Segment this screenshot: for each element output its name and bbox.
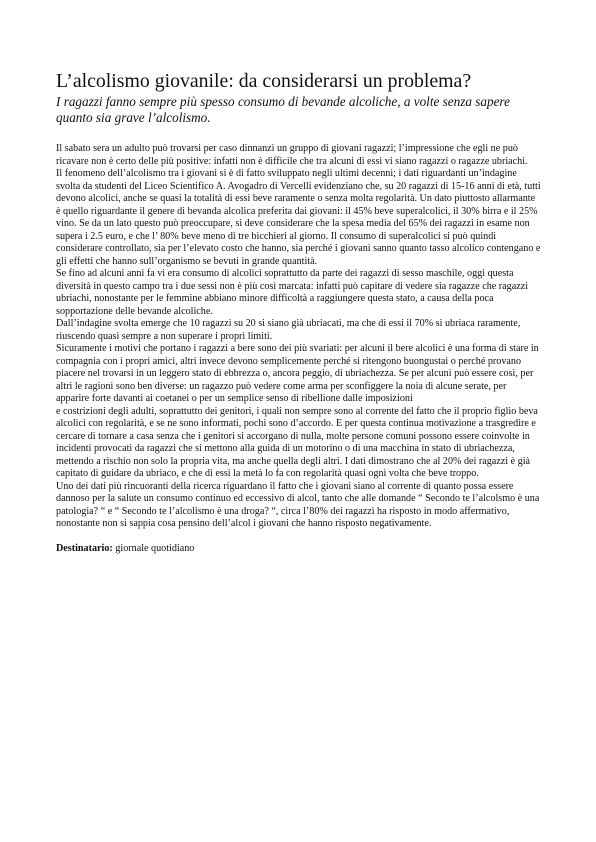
recipient-label: Destinatario: bbox=[56, 542, 113, 554]
article-subtitle: I ragazzi fanno sempre più spesso consumo di bevande alcoliche, a volte senza sapere quanto sia grave l’alcolismo. bbox=[56, 94, 510, 125]
article-body bbox=[56, 143, 542, 555]
section-spacer bbox=[56, 531, 542, 543]
paragraph-risks: e costrizioni degli adulti, soprattutto dei genitori, i quali non sempre sono al corrente del fatto che il proprio figlio beva alcolici con regolarità, e se ne sono informati, pochi sono d’accordo. E per questa continua motivazione a trasgredire e cercare di tornare a casa senza che i genitori si accorgano di nulla, molte persone comuni possono essere coinvolte in incidenti provocati da ragazzi che si mettono alla guida di un motorino o di una macchina in stato di ubriachezza, mettendo a rischio non solo la propria vita, ma anche quella degli altri. I dati dimostrano che al 20% dei ragazzi è già capitato di guidare da ubriaco, e che di essi la metà lo fa con regolarità quasi ogni volta che beve troppo. bbox=[56, 405, 538, 479]
article-title: L’alcolismo giovanile: da considerarsi un problema? bbox=[56, 70, 472, 92]
paragraph-drunkenness: Dall’indagine svolta emerge che 10 ragazzi su 20 si siano già ubriacati, ma che di essi il 70% si ubriaca raramente, riuscendo quasi sempre a non superare i propri limiti. bbox=[56, 318, 521, 342]
paragraph-awareness: Uno dei dati più rincuoranti della ricerca riguardano il fatto che i giovani siano al corrente di quanto possa essere dannoso per la salute un consumo continuo ed eccessivo di alcol, tanto che alle domande “ Secondo te l’alcolsmo è una patologia? “ e “ Secondo te l’alcolismo è una droga? “, circa l’80% dei ragazzi ha risposto in modo affermativo, nonostante non si sappia cosa pensino dell’alcol i giovani che hanno risposto negativamente. bbox=[56, 480, 540, 529]
paragraph-gender: Se fino ad alcuni anni fa vi era consumo di alcolici soprattutto da parte dei ragazzi di sesso maschile, oggi questa diversità in questo campo tra i due sessi non è più così marcata: infatti può capitare di vedere sia ragazze che ragazzi ubriachi, nonostante per le femmine abbiano minore difficoltà a raggiungere questa stato, a causa della poca sopportazione delle bevande alcoliche. bbox=[56, 268, 529, 317]
paragraph-motives: Sicuramente i motivi che portano i ragazzi a bere sono dei più svariati: per alcuni il bere alcolici è una forma di stare in compagnia con i propri amici, altri invece devono semplicemente perché si ritengono buongustai o perché provano piacere nel trovarsi in un leggero stato di ebbrezza o, ancora peggio, di ubriachezza. Se per alcuni può essere così, per altri le ragioni sono ben diverse: un ragazzo può vedere come arma per sconfiggere la noia di alcune serate, per apparire forte davanti ai coetanei o per un semplice senso di ribellione dalle imposizioni bbox=[56, 343, 539, 404]
paragraph-intro: Il sabato sera un adulto può trovarsi per caso dinnanzi un gruppo di giovani ragazzi; l’impressione che egli ne può ricavare non è certo delle più positive: infatti non è difficile che tra alcuni di essi vi siano ragazzi o ragazze ubriachi. bbox=[56, 143, 528, 167]
document-page bbox=[56, 70, 542, 555]
paragraph-phenomenon: Il fenomeno dell’alcolismo tra i giovani si è di fatto sviluppato negli ultimi decenni; i dati riguardanti un’indagine svolta da studenti del Liceo Scientifico A. Avogadro di Vercelli evidenziano che, su 20 ragazzi di 15-16 anni di età, tutti devono alcolici, anche se quasi la totalità di essi beve raramente o senza molta regolarità. Un dato piuttosto allarmante è quello riguardante il genere di bevanda alcolica preferita dai giovani: il 45% beve superalcolici, il 30% birra e il 25% vino. Se da un lato questo può preoccupare, si deve considerare che la spesa media del 65% dei ragazzi in esame non supera i 2.5 euro, e che l’ 80% beve meno di tre bicchieri al giorno. Il consumo di superalcolici si può quindi considerare controllato, sia per l’elevato costo che hanno, sia perché i giovani sanno quanto tasso alcolico contengano e gli effetti che hanno sull’organismo se bevuti in grande quantità. bbox=[56, 168, 541, 267]
recipient-line bbox=[56, 543, 542, 556]
recipient-value: giornale quotidiano bbox=[115, 542, 195, 554]
